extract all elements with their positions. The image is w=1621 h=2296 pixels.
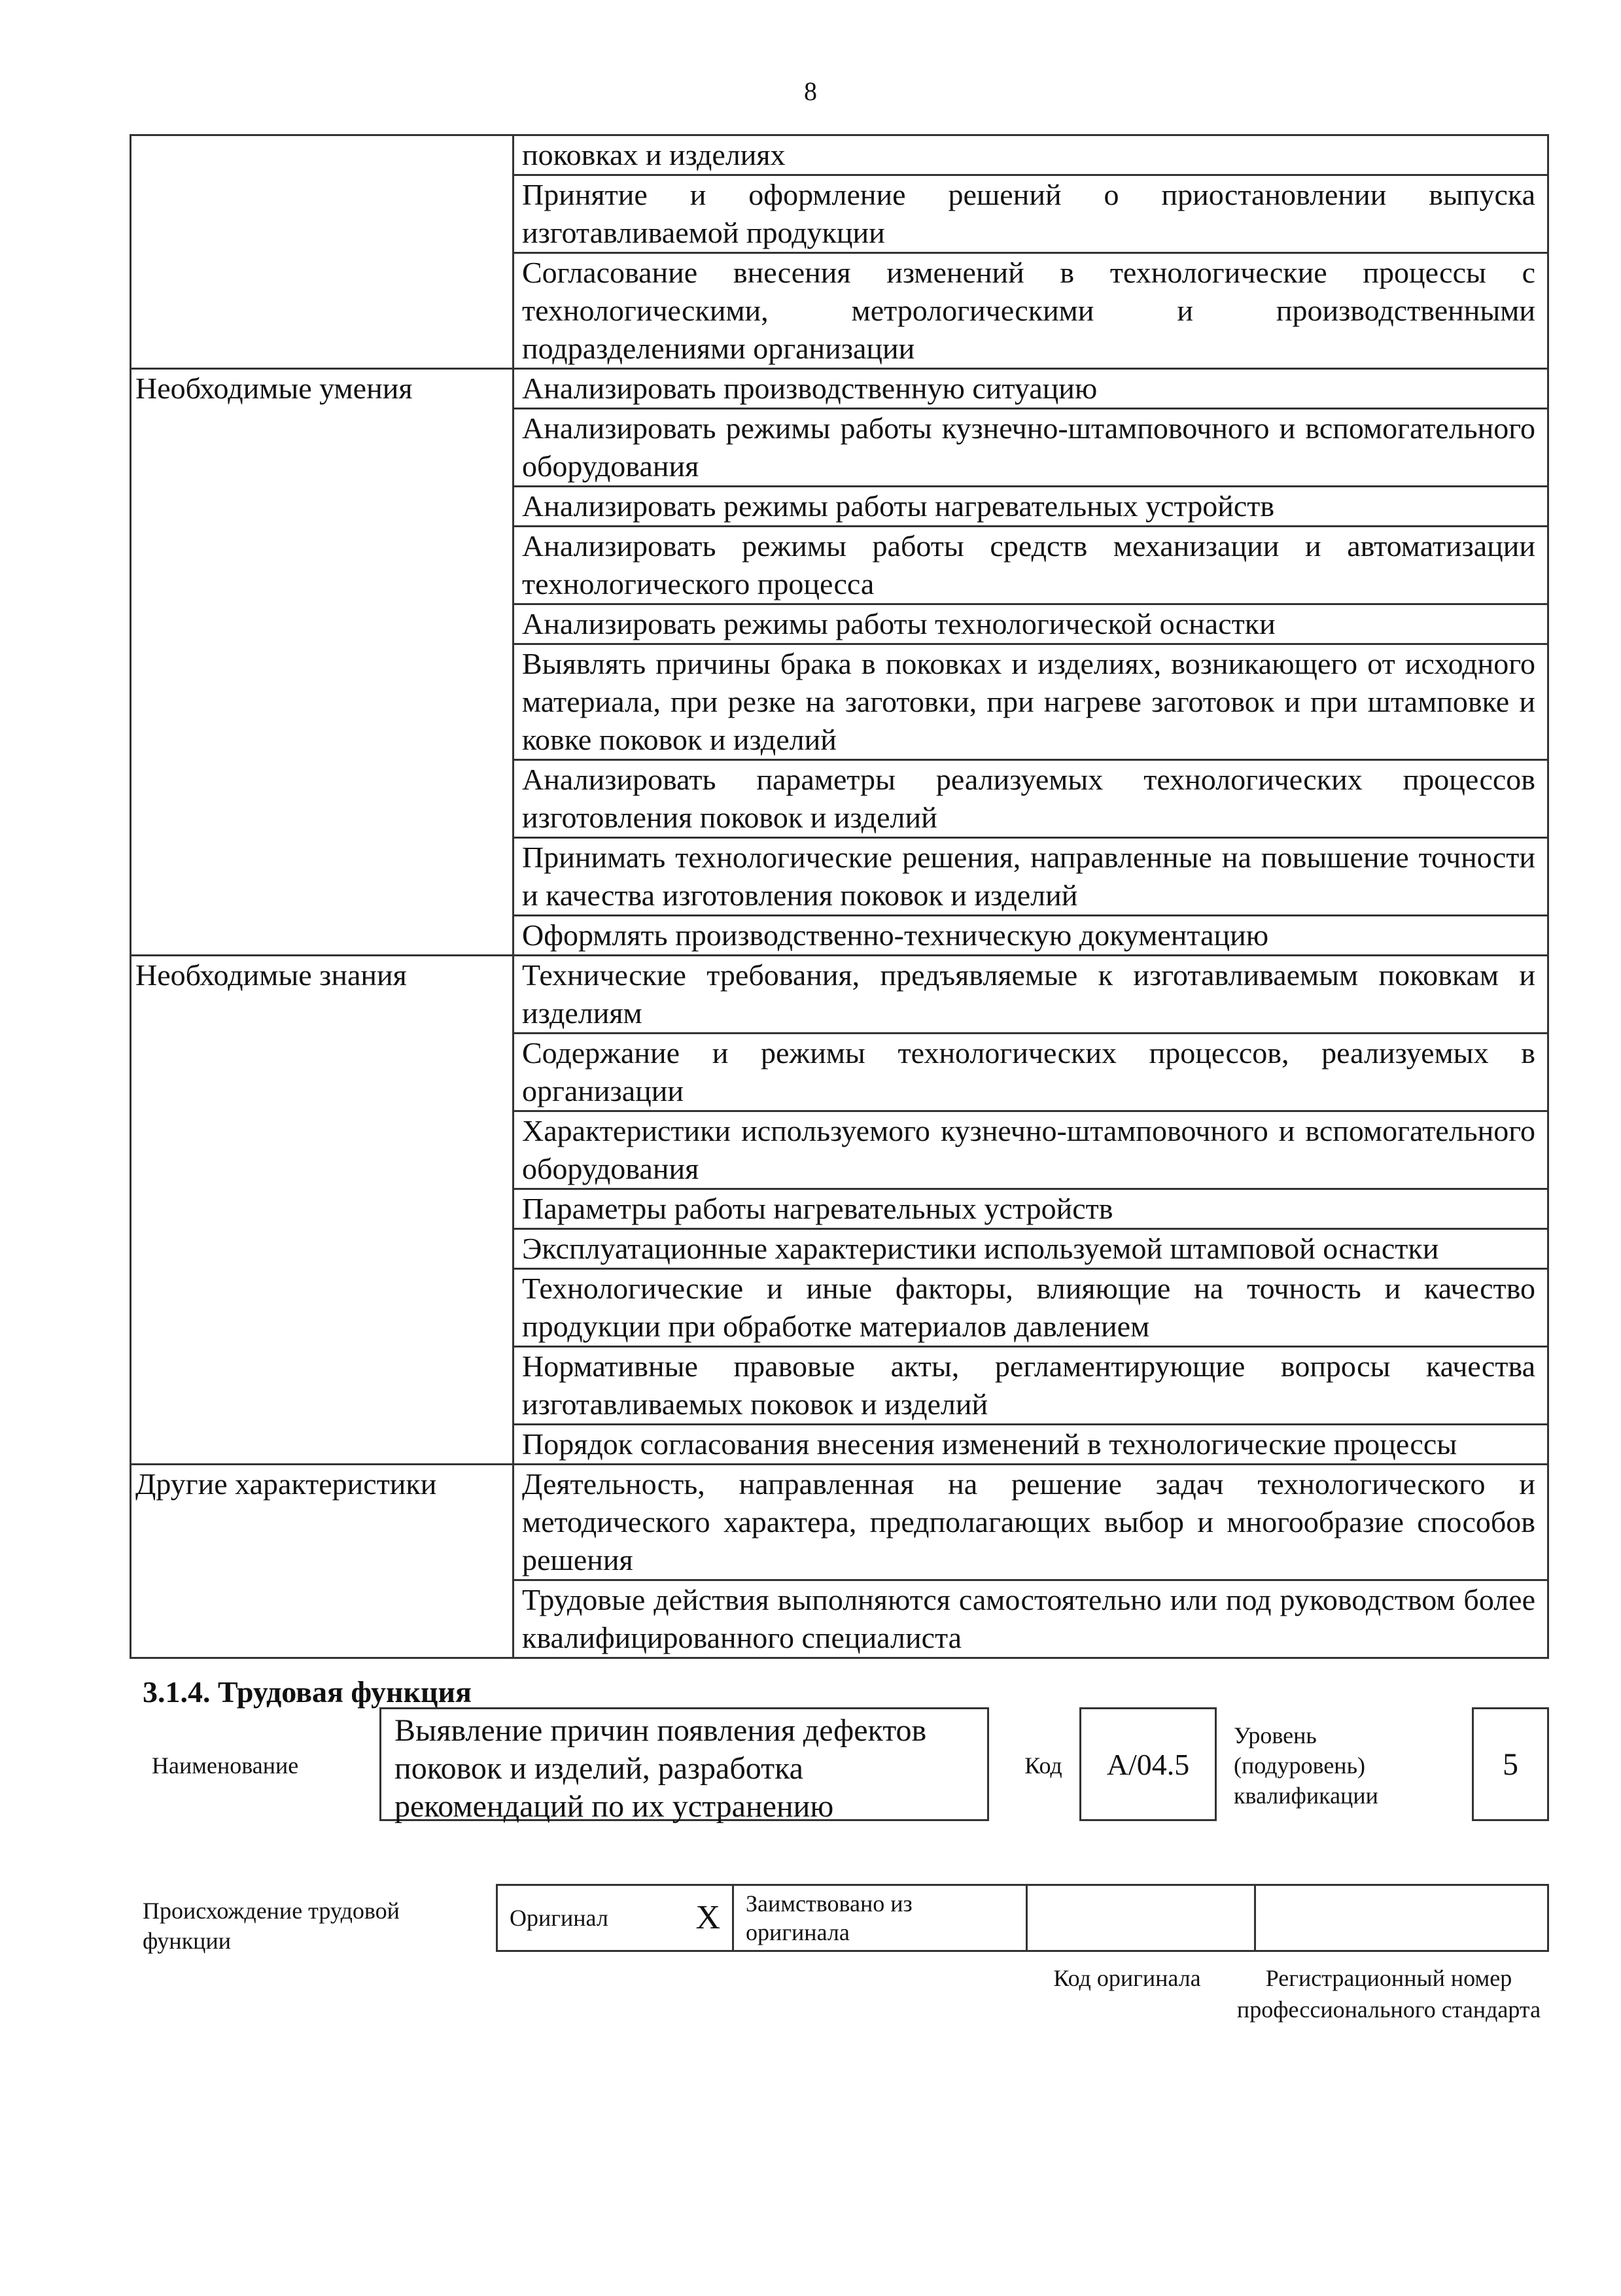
level-label: [1234, 1720, 1378, 1811]
level-label-line-3: квалификации: [1234, 1783, 1378, 1809]
list-item: Содержание и режимы технологических процессов, реализуемых в организации: [514, 1034, 1547, 1112]
borrowed-label: Заимствовано из оригинала: [733, 1885, 1027, 1951]
original-cell: [497, 1885, 733, 1951]
origin-table: [496, 1884, 1549, 1952]
reg-number-cell: [1255, 1885, 1548, 1951]
list-item: Технологические и иные факторы, влияющие на точность и качество продукции при обработке материалов давлением: [514, 1270, 1547, 1348]
skills-knowledge-table: [130, 134, 1549, 1659]
section-title: 3.1.4. Трудовая функция: [143, 1675, 472, 1709]
list-item: Порядок согласования внесения изменений в технологические процессы: [522, 1427, 1457, 1461]
list-item: Технические требования, предъявляемые к изготавливаемым поковкам и изделиям: [514, 956, 1547, 1034]
original-label: Оригинал: [510, 1905, 608, 1931]
row-label: Другие характеристики: [131, 1465, 514, 1658]
original-code-cell: [1027, 1885, 1255, 1951]
list-item: Трудовые действия выполняются самостоятельно или под руководством более квалифицированного специалиста: [522, 1583, 1535, 1654]
list-item: Эксплуатационные характеристики используемой штамповой оснастки: [514, 1230, 1547, 1270]
level-label-line-2: (подуровень): [1234, 1752, 1365, 1779]
list-item: Анализировать режимы работы нагревательных устройств: [514, 487, 1547, 527]
function-name-value: Выявление причин появления дефектов поковок и изделий, разработка рекомендаций по их устранению: [379, 1707, 989, 1821]
origin-label: Происхождение трудовой функции: [143, 1898, 400, 1954]
original-code-caption: Код оригинала: [1053, 1965, 1201, 1991]
table-row: [131, 956, 1548, 1465]
table-row: [131, 369, 1548, 956]
table-row: [131, 1465, 1548, 1658]
row-content: [514, 135, 1548, 369]
list-item: Анализировать режимы работы кузнечно-штамповочного и вспомогательного оборудования: [514, 409, 1547, 487]
list-item: Принимать технологические решения, направленные на повышение точности и качества изготовления поковок и изделий: [514, 839, 1547, 916]
row-content: [514, 369, 1548, 956]
name-label: Наименование: [152, 1752, 299, 1779]
list-item: Выявлять причины брака в поковках и изделиях, возникающего от исходного материала, при резке на заготовки, при нагреве заготовок и при штамповке и ковке поковок и изделий: [514, 645, 1547, 761]
level-value: 5: [1472, 1707, 1549, 1821]
list-item: Оформлять производственно-техническую документацию: [522, 918, 1269, 952]
list-item: Анализировать параметры реализуемых технологических процессов изготовления поковок и изделий: [514, 761, 1547, 839]
list-item: Принятие и оформление решений о приостановлении выпуска изготавливаемой продукции: [514, 176, 1547, 254]
page-number: 8: [804, 77, 817, 106]
list-item: Согласование внесения изменений в технологические процессы с технологическими, метрологическими и производственными подразделениями организации: [522, 256, 1535, 365]
row-label: Необходимые знания: [131, 956, 514, 1465]
reg-number-caption: Регистрационный номер профессионального стандарта: [1236, 1965, 1541, 2023]
code-label: Код: [1024, 1752, 1062, 1779]
list-item: Анализировать производственную ситуацию: [514, 370, 1547, 409]
list-item: Параметры работы нагревательных устройств: [514, 1190, 1547, 1230]
row-label: Необходимые умения: [131, 369, 514, 956]
list-item: Деятельность, направленная на решение задач технологического и методического характера, предполагающих выбор и многообразие способов решения: [514, 1465, 1547, 1581]
original-mark: X: [695, 1899, 720, 1936]
list-item: Нормативные правовые акты, регламентирующие вопросы качества изготавливаемых поковок и изделий: [514, 1348, 1547, 1425]
table-row: [131, 135, 1548, 369]
list-item: Характеристики используемого кузнечно-штамповочного и вспомогательного оборудования: [514, 1112, 1547, 1190]
row-content: [514, 956, 1548, 1465]
row-content: [514, 1465, 1548, 1658]
list-item: Анализировать режимы работы технологической оснастки: [514, 605, 1547, 645]
level-label-line-1: Уровень: [1234, 1722, 1317, 1748]
list-item: поковках и изделиях: [514, 136, 1547, 176]
list-item: Анализировать режимы работы средств механизации и автоматизации технологического процесса: [514, 527, 1547, 605]
code-value: A/04.5: [1079, 1707, 1217, 1821]
row-label: [131, 135, 514, 369]
